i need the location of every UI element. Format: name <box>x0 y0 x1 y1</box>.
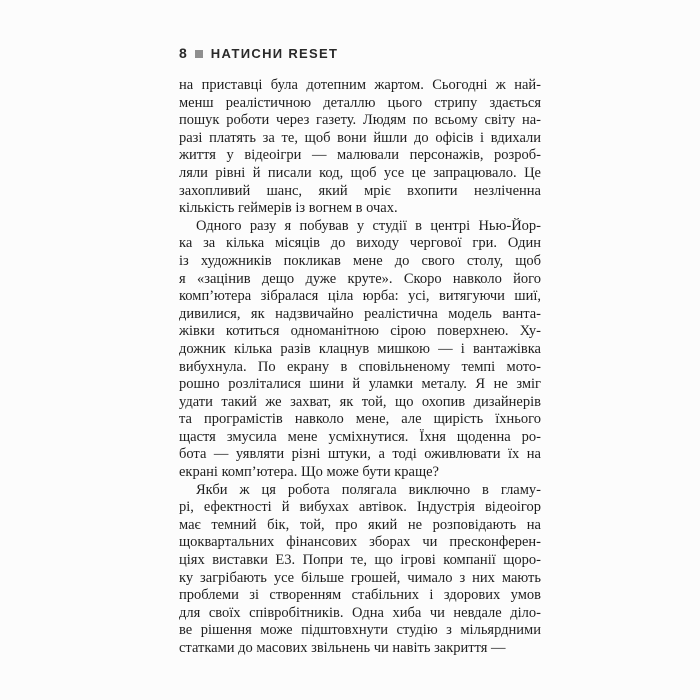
text-line: ве рішення може підштовхнути студію з мільярдними <box>179 622 541 639</box>
text-line: захопливий шанс, який мріє вхопити незліченна <box>179 182 541 199</box>
text-line: дивилися, як надзвичайно реалістична модель ванта- <box>179 305 541 322</box>
text-line: життя у відеоігри — малювали персонажів, розроб- <box>179 147 541 164</box>
running-title: НАТИСНИ RESET <box>210 46 339 61</box>
text-line: вибухнула. По екрану в сповільненому темпі мото- <box>179 358 541 375</box>
page-number: 8 <box>179 45 187 61</box>
text-line: та програмістів навколо мене, але щирість їхнього <box>179 411 541 428</box>
text-line: пошук роботи через газету. Людям по всьому світу на- <box>179 112 541 129</box>
text-line: на приставці була дотепним жартом. Сьогодні ж най- <box>179 77 541 93</box>
text-line: щастя змусила мене усміхнутися. Їхня щоденна ро- <box>179 428 541 445</box>
text-line: для своїх співробітників. Одна хиба чи невдале діло- <box>179 604 541 621</box>
text-line: удати такий же захват, як той, що охопив дизайнерів <box>179 393 541 410</box>
text-line: екрані комп’ютера. Що може бути краще? <box>179 464 439 481</box>
text-line: я «зацінив дещо дуже круте». Скоро навколо його <box>179 270 541 287</box>
text-line: менш реалістичною деталлю цього стрипу здається <box>179 94 541 111</box>
text-line: проблеми зі створенням стабільних і здорових умов <box>179 587 541 604</box>
text-line: щоквартальних фінансових зборах чи пресконферен- <box>179 534 541 551</box>
body-text <box>179 77 541 658</box>
text-line: ку загрібають усе більше грошей, чимало з них мають <box>179 569 541 586</box>
text-line: Якби ж ця робота полягала виключно в гламу- <box>196 481 541 498</box>
text-line: статками до масових звільнень чи навіть закриття — <box>179 640 506 656</box>
text-line: із художників покликав мене до свого столу, щоб <box>179 252 541 269</box>
text-line: Одного разу я побував у студії в центрі Нью-Йор- <box>196 217 541 234</box>
square-bullet-icon <box>195 50 203 58</box>
text-line: має темний бік, той, про який не розповідають на <box>179 516 541 533</box>
text-line: ціях виставки E3. Попри те, що ігрові компанії щоро- <box>179 552 541 569</box>
text-line: ка за кілька місяців до виходу чергової гри. Один <box>179 235 541 252</box>
running-header <box>179 46 541 61</box>
text-line: комп’ютера зібралася ціла юрба: усі, витягуючи шиї, <box>179 288 541 305</box>
page-content <box>179 46 541 658</box>
text-line: рі, ефектності й вибухах автівок. Індустрія відеоігор <box>179 499 541 516</box>
text-line: бота — уявляти різні штуки, а тоді оживлювати їх на <box>179 446 541 463</box>
text-line: разі платять за те, щоб вони йшли до офісів і вдихали <box>179 129 541 146</box>
text-line: ляли рівні й писали код, щоб усе це запрацювало. Це <box>179 164 541 181</box>
text-line: кількість геймерів із вогнем в очах. <box>179 200 398 217</box>
text-line: жівки котиться одноманітною сірою поверхнею. Ху- <box>179 323 541 340</box>
text-line: рошно розліталися шини й уламки металу. Я не зміг <box>179 376 541 393</box>
text-line: дожник кілька разів клацнув мишкою — і вантажівка <box>179 340 541 357</box>
